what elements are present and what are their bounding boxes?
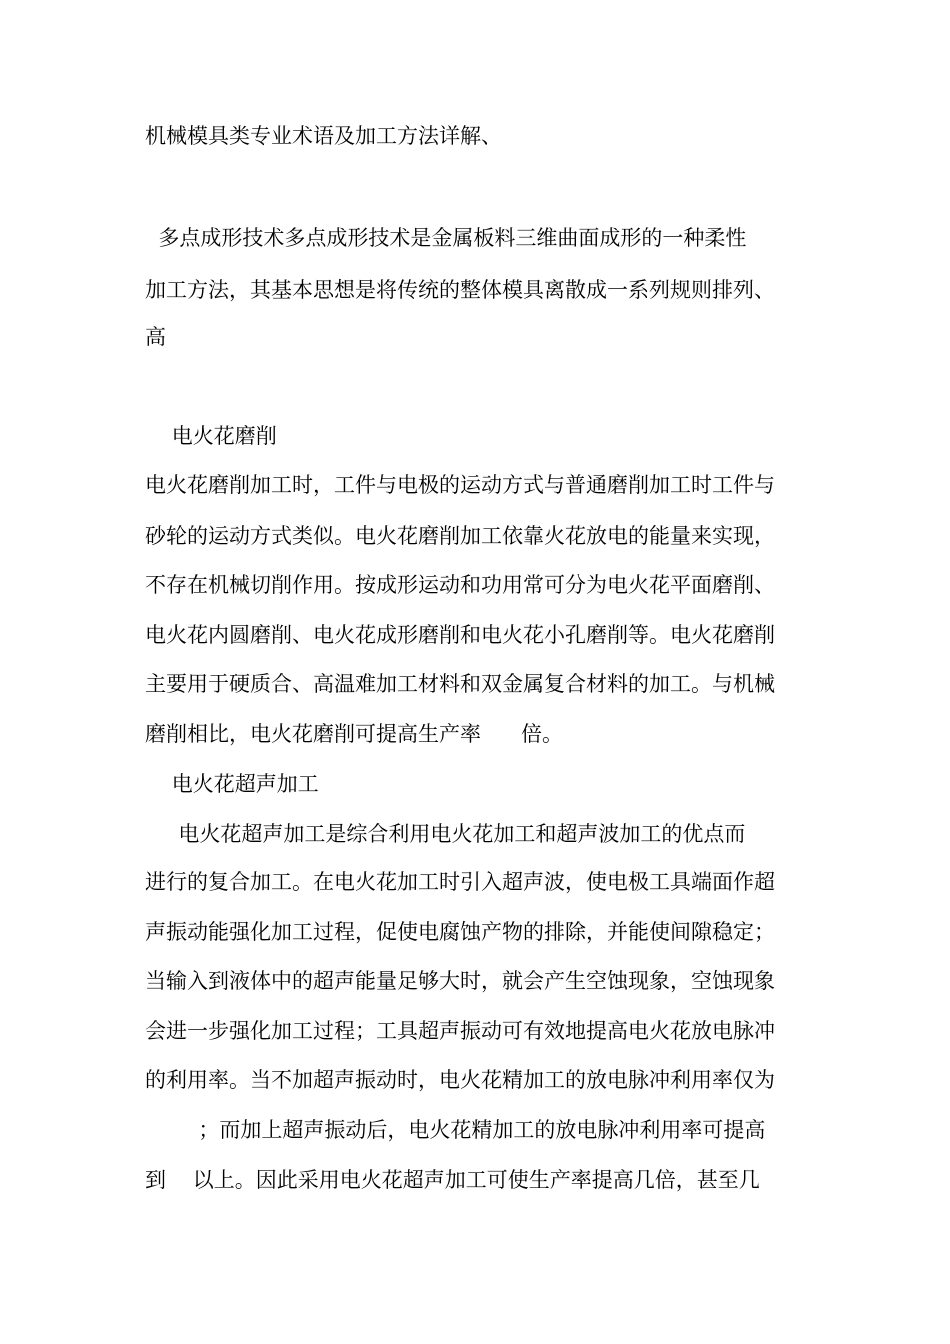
section-heading-edm-grinding: 电火花磨削	[145, 424, 277, 448]
paragraph-line: 会进一步强化加工过程；工具超声振动可有效地提高电火花放电脉冲	[145, 1019, 775, 1043]
section-heading-edm-ultrasonic: 电火花超声加工	[145, 772, 319, 796]
paragraph-line: 声振动能强化加工过程，促使电腐蚀产物的排除，并能使间隙稳定；	[145, 920, 775, 944]
paragraph-line: 主要用于硬质合、高温难加工材料和双金属复合材料的加工。与机械	[145, 672, 775, 696]
paragraph-line: ；而加上超声振动后，电火花精加工的放电脉冲利用率可提高	[145, 1118, 766, 1142]
paragraph-line: 电火花内圆磨削、电火花成形磨削和电火花小孔磨削等。电火花磨削	[145, 623, 775, 647]
intro-line: 加工方法，其基本思想是将传统的整体模具离散成一系列规则排列、	[145, 278, 775, 302]
paragraph-line: 电火花磨削加工时，工件与电极的运动方式与普通磨削加工时工件与	[145, 473, 775, 497]
paragraph-line: 不存在机械切削作用。按成形运动和功用常可分为电火花平面磨削、	[145, 573, 775, 597]
paragraph-line: 磨削相比，电火花磨削可提高生产率 倍。	[145, 722, 564, 746]
paragraph-line: 的利用率。当不加超声振动时，电火花精加工的放电脉冲利用率仅为	[145, 1068, 775, 1092]
paragraph-line: 当输入到液体中的超声能量足够大时，就会产生空蚀现象，空蚀现象	[145, 969, 775, 993]
paragraph-line: 进行的复合加工。在电火花加工时引入超声波，使电极工具端面作超	[145, 870, 775, 894]
paragraph-line: 电火花超声加工是综合利用电火花加工和超声波加工的优点而	[145, 822, 746, 846]
intro-line: 高	[145, 325, 166, 349]
paragraph-line: 到 以上。因此采用电火花超声加工可使生产率提高几倍，甚至几	[145, 1168, 760, 1192]
intro-line: 多点成形技术多点成形技术是金属板料三维曲面成形的一种柔性	[145, 226, 747, 250]
document-title: 机械模具类专业术语及加工方法详解、	[145, 124, 502, 148]
paragraph-line: 砂轮的运动方式类似。电火花磨削加工依靠火花放电的能量来实现，	[145, 524, 775, 548]
